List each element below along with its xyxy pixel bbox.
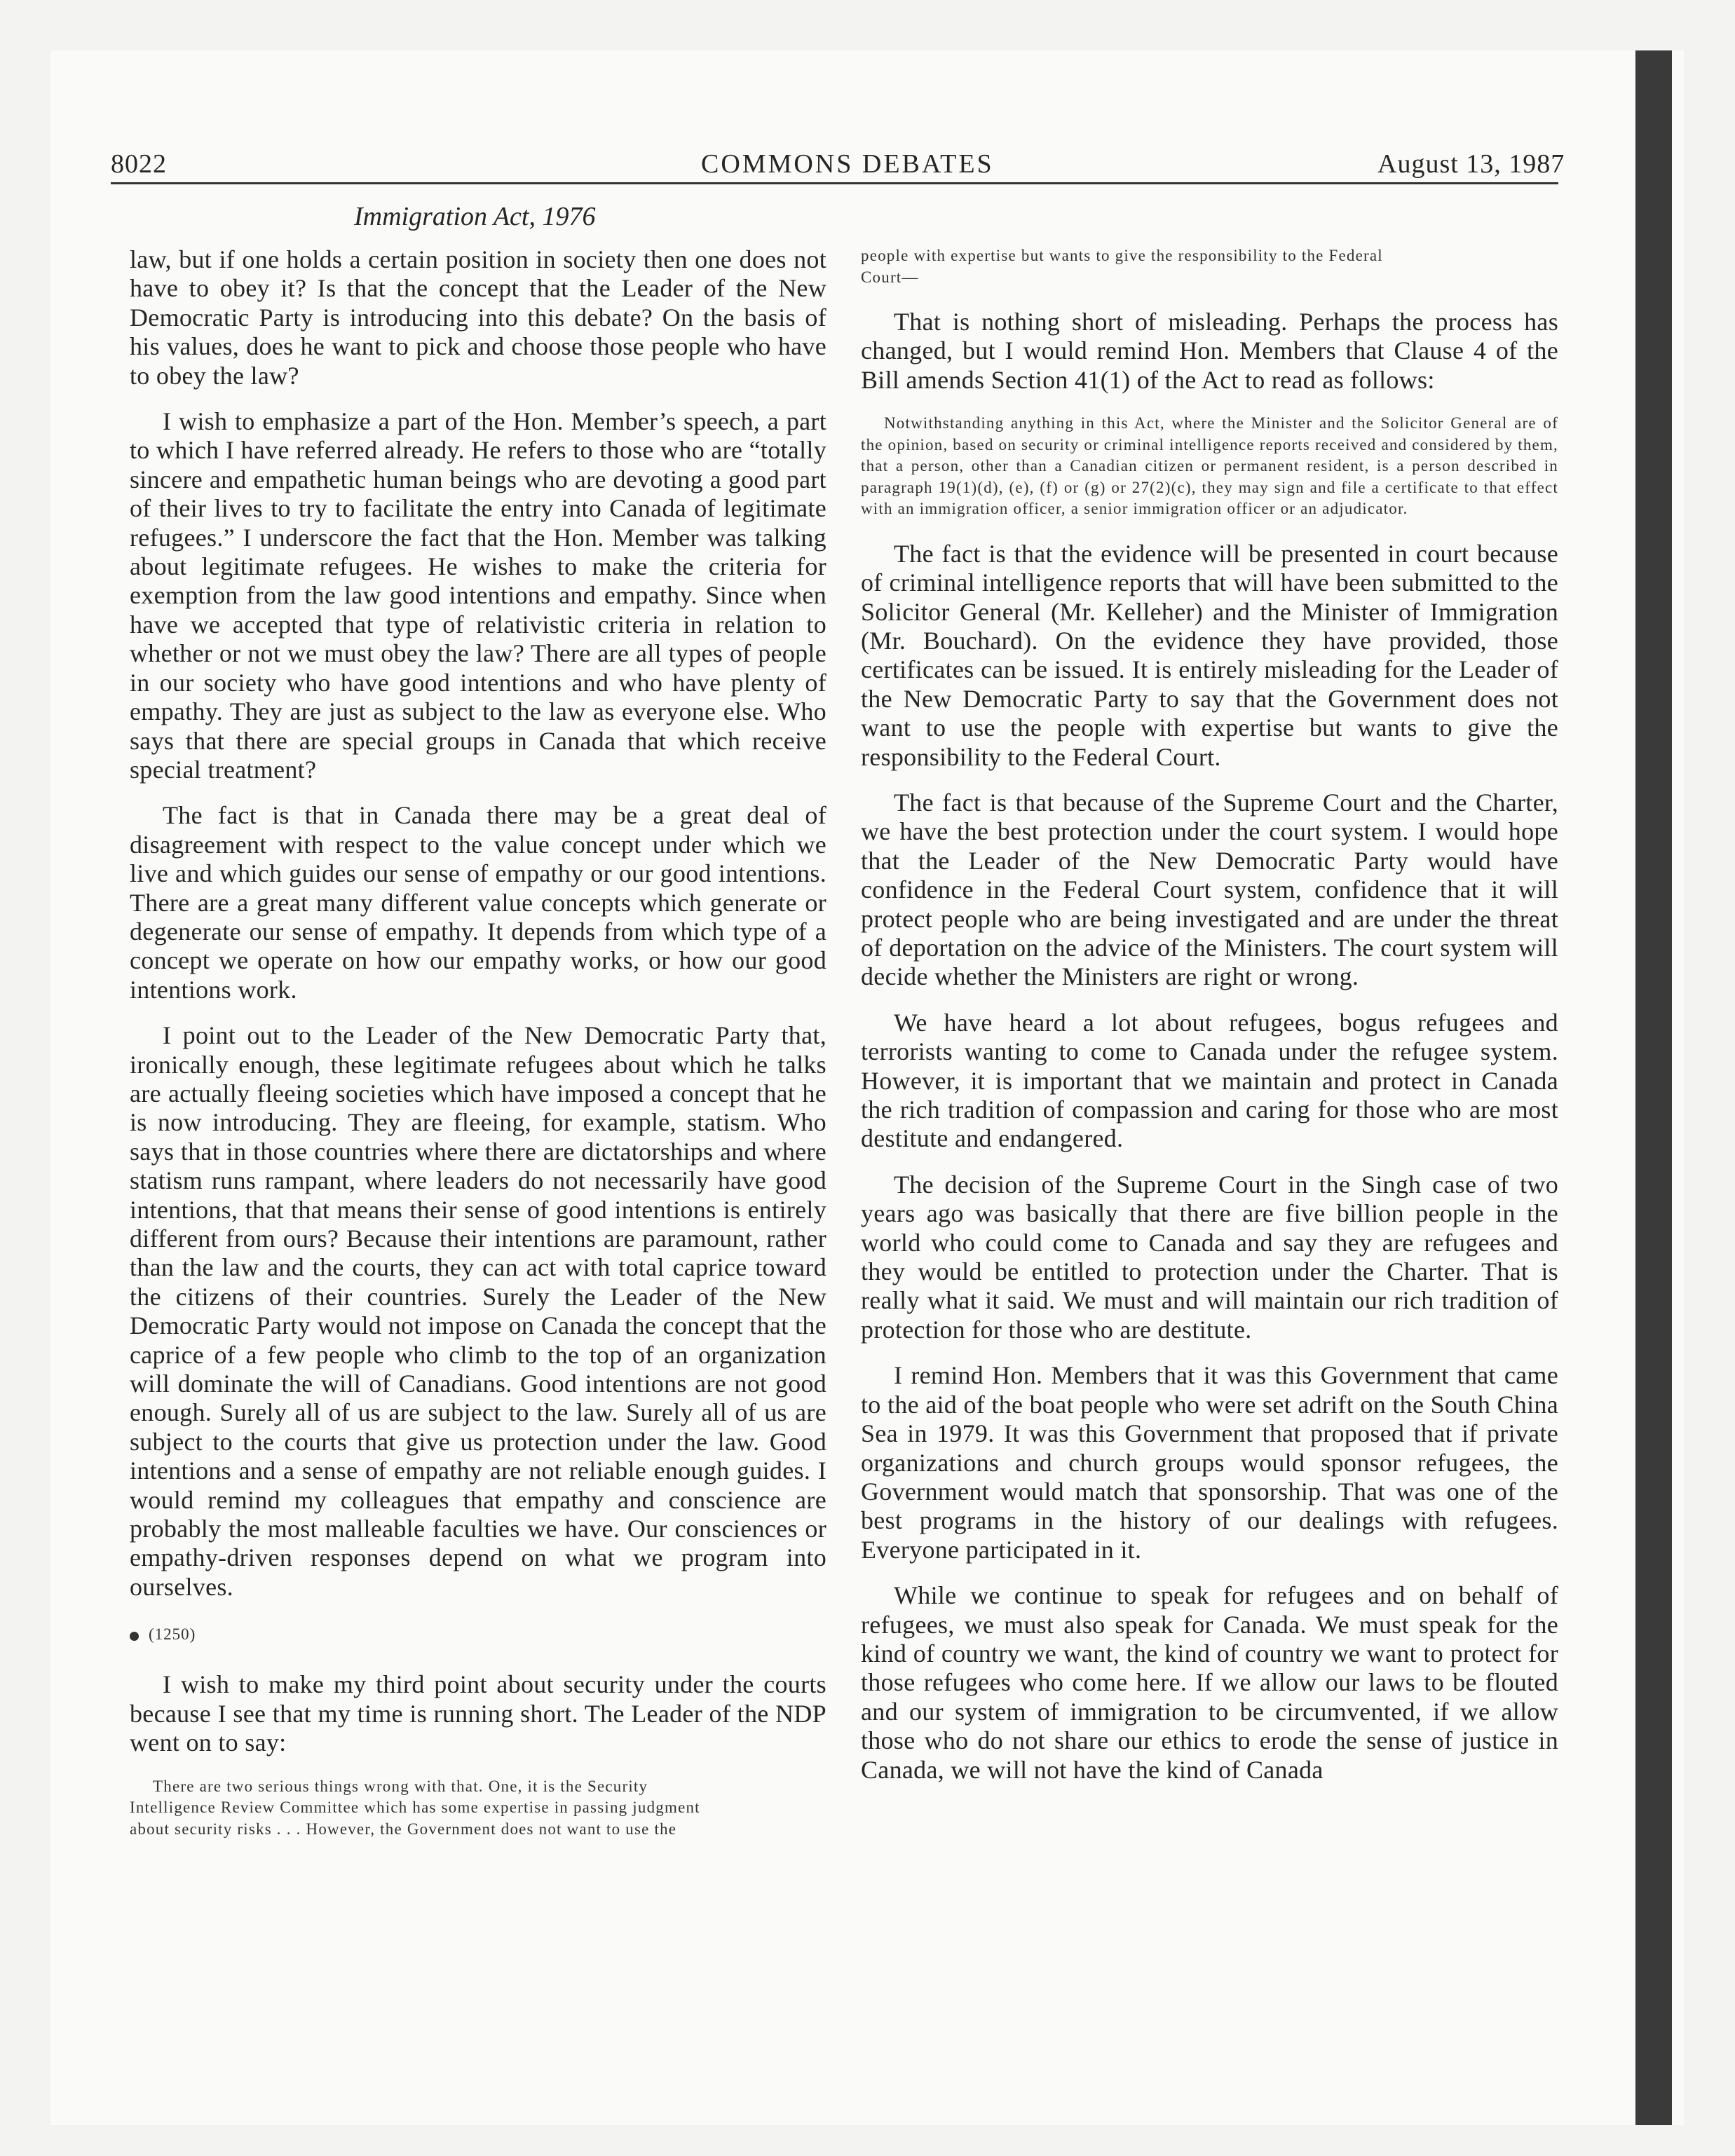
- paragraph: I point out to the Leader of the New Democratic Party that, ironically enough, these legitimate refugees about which he talks are actually fleeing societies which have imposed a concept that he is now introducing. They are fleeing, for example, statism. Who says that in those countries where there are dictatorships and where statism runs rampant, where leaders do not necessarily have good intentions, that that means their sense of good intentions is entirely different from ours? Because their intentions are paramount, rather than the law and the courts, they can act with total caprice toward the citizens of their countries. Surely the Leader of the New Democratic Party would not impose on Canada the concept that the caprice of a few people who climb to the top of an organization will dominate the will of Canadians. Good intentions are not good enough. Surely all of us are subject to the law. Surely all of us are subject to the courts that give us protection under the law. Good intentions and a sense of empathy are not reliable enough guides. I would remind my colleagues that empathy and conscience are probably the most malleable faculties we have. Our consciences or empathy-driven responses depend on what we program into ourselves.: [130, 1021, 826, 1601]
- quote-line: Intelligence Review Committee which has some expertise in passing judgment: [130, 1799, 700, 1816]
- bullet-icon: [130, 1632, 139, 1641]
- right-column: [861, 245, 1558, 1785]
- block-quote: Notwithstanding anything in this Act, where the Minister and the Solicitor General are of the opinion, based on security or criminal intelligence reports received and considered by them, that a person, other than a Canadian citizen or permanent resident, is a person described in paragraph 19(1)(d), (e), (f) or (g) or 27(2)(c), they may sign and file a certificate to that effect with an immigration officer, a senior immigration officer or an adjudicator.: [861, 414, 1558, 518]
- quote-line: There are two serious things wrong with that. One, it is the Security: [153, 1777, 648, 1795]
- section-title: Immigration Act, 1976: [354, 202, 596, 231]
- quote-line: Court—: [861, 268, 919, 286]
- paragraph: The fact is that because of the Supreme Court and the Charter, we have the best protection under the court system. I would hope that the Leader of the New Democratic Party would have confidence in the Federal Court system, confidence that it will protect people who are being investigated and are under the threat of deportation on the advice of the Ministers. The court system will decide whether the Ministers are right or wrong.: [861, 788, 1558, 991]
- quote-line: people with expertise but wants to give the responsibility to the Federal: [861, 247, 1383, 264]
- header-rule: [111, 182, 1558, 184]
- paragraph: That is nothing short of misleading. Perhaps the process has changed, but I would remind Hon. Members that Clause 4 of the Bill amends Section 41(1) of the Act to read as follows:: [861, 308, 1558, 394]
- paragraph: The decision of the Supreme Court in the Singh case of two years ago was basically that there are five billion people in the world who could come to Canada and say they are refugees and they would be entitled to protection under the Charter. That is really what it said. We must and will maintain our rich tradition of protection for those who are destitute.: [861, 1170, 1558, 1344]
- paragraph: I remind Hon. Members that it was this Government that came to the aid of the boat people who were set adrift on the South China Sea in 1979. It was this Government that proposed that if private organizations and church groups would sponsor refugees, the Government would match that sponsorship. That was one of the best programs in the history of our dealings with refugees. Everyone participated in it.: [861, 1361, 1558, 1564]
- paragraph: The fact is that in Canada there may be a great deal of disagreement with respect to the value concept under which we live and which guides our sense of empathy or our good intentions. There are a great many different value concepts which generate or degenerate our sense of empathy. It depends from which type of a concept we operate on how our empathy works, or how our good intentions work.: [130, 801, 826, 1004]
- paragraph: While we continue to speak for refugees and on behalf of refugees, we must also speak for Canada. We must speak for the kind of country we want, the kind of country we want to protect for those refugees who come here. If we allow our laws to be flouted and our system of immigration to be circumvented, if we allow those who do not share our ethics to erode the sense of justice in Canada, we will not have the kind of Canada: [861, 1581, 1558, 1784]
- timestamp: (1250): [149, 1625, 196, 1644]
- left-column: [130, 245, 826, 1840]
- paragraph: The fact is that the evidence will be presented in court because of criminal intelligence reports that will have been submitted to the Solicitor General (Mr. Kelleher) and the Minister of Immigration (Mr. Bouchard). On the evidence they have provided, those certificates can be issued. It is entirely misleading for the Leader of the New Democratic Party to say that the Government does not want to use the people with expertise but wants to give the responsibility to the Federal Court.: [861, 539, 1558, 771]
- block-quote-continued: [861, 245, 1558, 288]
- quote-line: about security risks . . . However, the Government does not want to use the: [130, 1820, 677, 1838]
- paragraph: We have heard a lot about refugees, bogus refugees and terrorists wanting to come to Canada under the refugee system. However, it is important that we maintain and protect in Canada the rich tradition of compassion and caring for those who are most destitute and endangered.: [861, 1008, 1558, 1153]
- block-quote: [130, 1776, 826, 1841]
- scan-edge-bar: [1635, 50, 1672, 2125]
- paragraph: I wish to emphasize a part of the Hon. Member’s speech, a part to which I have referred already. He refers to those who are “totally sincere and empathetic human beings who are devoting a good part of their lives to try to facilitate the entry into Canada of legitimate refugees.” I underscore the fact that the Hon. Member was talking about legitimate refugees. He wishes to make the criteria for exemption from the law good intentions and empathy. Since when have we accepted that type of relativistic criteria in relation to whether or not we must obey the law? There are all types of people in our society who have good intentions and who have plenty of empathy. They are just as subject to the law as everyone else. Who says that there are special groups in Canada that which receive special treatment?: [130, 407, 826, 784]
- running-head: COMMONS DEBATES: [701, 149, 994, 179]
- time-marker: [130, 1625, 826, 1644]
- paragraph: law, but if one holds a certain position in society then one does not have to obey it? Is that the concept that the Leader of the New Democratic Party is introducing into this debate? On the basis of his values, does he want to pick and choose those people who have to obey the law?: [130, 245, 826, 390]
- header-date: August 13, 1987: [1377, 149, 1565, 179]
- page-number: 8022: [111, 149, 167, 179]
- paragraph: I wish to make my third point about security under the courts because I see that my time is running short. The Leader of the NDP went on to say:: [130, 1670, 826, 1757]
